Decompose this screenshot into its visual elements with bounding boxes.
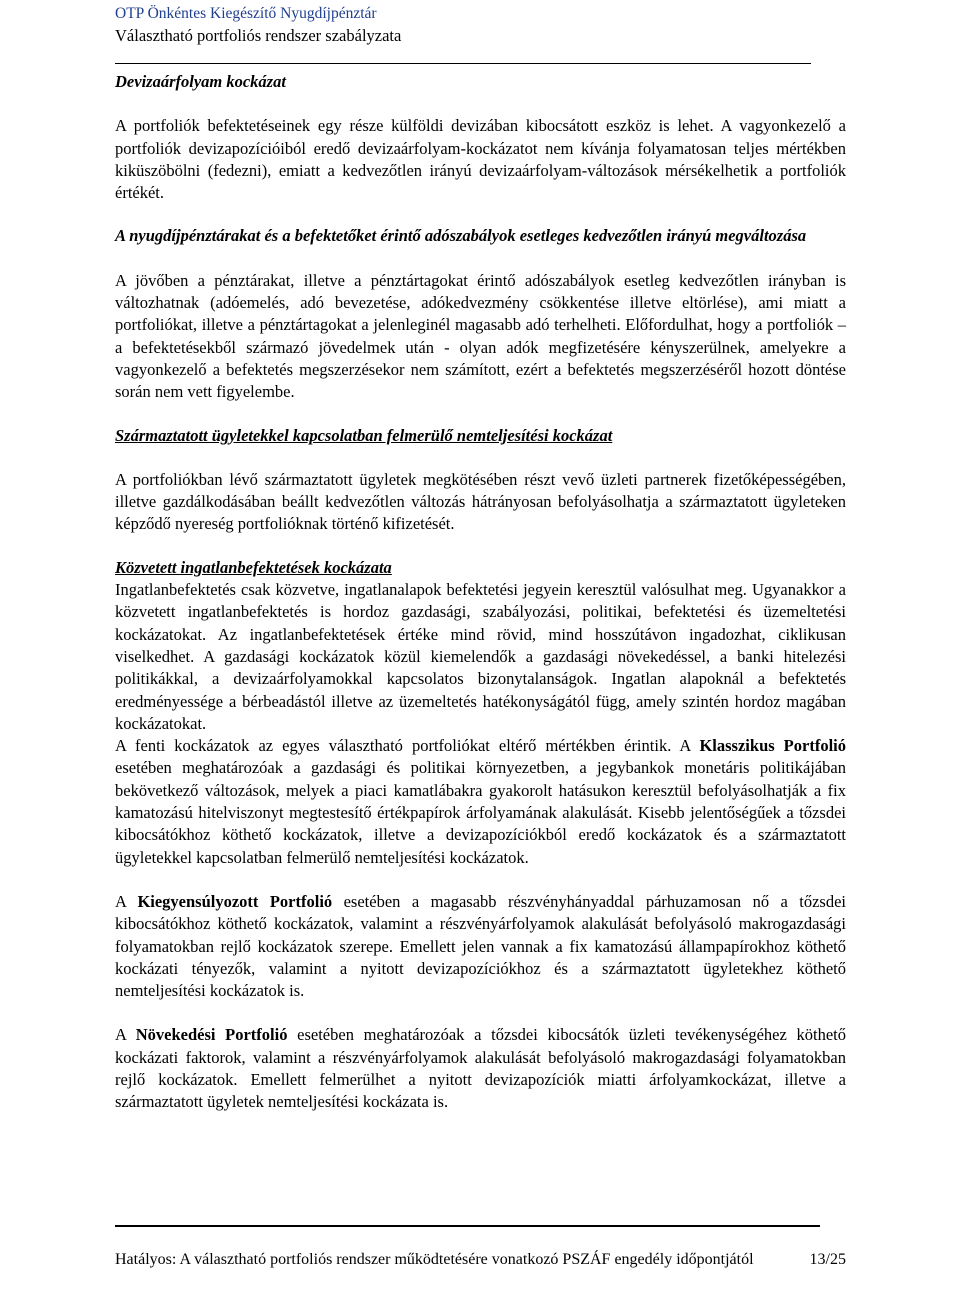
- balanced-intro-text: A: [115, 891, 138, 911]
- paragraph-fx-risk: A portfoliók befektetéseinek egy része külföldi devizában kibocsátott eszköz is lehet. A vagyonkezelő a portfoliók devizapozícióiból eredő devizaárfolyam-kockázatot nem kívánja folyamatosan teljes mértékben kiküszöbölni (fedezni), emiatt a kedvezőtlen irányú devizaárfolyam-változások mérsékelhetik a portfoliók értékét.: [115, 116, 846, 203]
- page-header: [115, 4, 401, 47]
- page-content: [115, 68, 846, 1114]
- heading-real-estate-risk: Közvetett ingatlanbefektetések kockázata: [115, 557, 392, 577]
- classic-portfolio-name: Klasszikus Portfolió: [699, 736, 846, 756]
- paragraph-growth-portfolio: [115, 1024, 846, 1113]
- classic-portfolio-text: esetében meghatározóak a gazdasági és politikai környezetben, a jegybankok monetáris politikájában bekövetkező változások, melyek a piaci kamatlábakra gyakorolt hatásukon keresztül befolyásolhatják a fix kamatozású hitelviszonyt megtestesítő értékpapírok árfolyamának alakulását. Kisebb jelentőségűek a tőzsdei kibocsátókhoz köthető kockázatok, illetve a devizapozíciókból eredő kockázatok és a származtatott ügyletekkel kapcsolatban felmerülő nemteljesítési kockázatok.: [115, 758, 846, 867]
- footer-divider: [115, 1225, 820, 1227]
- balanced-portfolio-text: esetében a magasabb részvényhányaddal párhuzamosan nő a tőzsdei kibocsátókhoz köthető kockázatok, valamint a részvényárfolyamok alakulását befolyásoló makrogazdasági folyamatokban rejlő kockázatok szerepe. Emellett jelen vannak a fix kamatozású állampapírokhoz köthető kockázati tényezők, valamint a nyitott devizapozíciókhoz és a származtatott ügyletekhez köthető nemteljesítési kockázatok is.: [115, 891, 846, 1001]
- growth-portfolio-name: Növekedési Portfolió: [135, 1025, 288, 1045]
- organization-name: OTP Önkéntes Kiegészítő Nyugdíjpénztár: [115, 5, 377, 22]
- heading-derivative-risk: Származtatott ügyletekkel kapcsolatban felmerülő nemteljesítési kockázat: [115, 425, 613, 445]
- heading-fx-risk: Devizaárfolyam kockázat: [115, 72, 286, 91]
- footer-effective-text: Hatályos: A választható portfoliós rendszer működtetésére vonatkozó PSZÁF engedély időpontjától: [115, 1251, 754, 1268]
- paragraph-derivative-risk: A portfoliókban lévő származtatott ügyletek megkötésében részt vevő üzleti partnerek fizetőképességében, illetve gazdálkodásában beállt kedvezőtlen változás hátrányosan befolyásolhatja a származtatott ügyleteken képződő nyereség portfolióknak történő kifizetését.: [115, 469, 846, 534]
- paragraph-classic-portfolio: [115, 735, 846, 869]
- balanced-portfolio-name: Kiegyensúlyozott Portfolió: [137, 891, 333, 911]
- growth-intro-text: A: [115, 1025, 136, 1045]
- paragraph-balanced-portfolio: [115, 891, 846, 1002]
- paragraph-tax-risk: A jövőben a pénztárakat, illetve a pénztártagokat érintő adószabályok esetleg kedvezőtlen irányban is változhatnak (adóemelés, adó bevezetése, adókedvezmény csökkentése illetve eltörlése), ami miatt a portfoliókat, illetve a pénztártagokat a jelenleginél magasabb adó terhelheti. Előfordulhat, hogy a portfoliók – a befektetésekből származó jövedelmek után - olyan adók megfizetésére kényszerülnek, amelyekre a vagyonkezelő a befektetés megszerzésekor nem számított, ezért a befektetés megszerzéséről hozott döntése során nem vett figyelembe.: [115, 270, 846, 402]
- paragraph-real-estate-risk: Ingatlanbefektetés csak közvetve, ingatlanalapok befektetési jegyein keresztül valósulhat meg. Ugyanakkor a közvetett ingatlanbefektetés is hordoz gazdasági, szabályozási, politikai, befektetési és üzemeltetési kockázatokat. Az ingatlanbefektetések értéke mind rövid, mind hosszútávon ingadozhat, ciklikusan viselkedhet. A gazdasági kockázatok közül kiemelendők a gazdasági növekedéssel, a banki hitelezési politikákkal, a devizaárfolyamokkal kapcsolatos bizonytalanságok. Ingatlan alapoknál a befektetés eredményessége a bérbeadástól illetve az üzemeltetés hatékonyságától függ, amely szintén hordoz magában kockázatokat.: [115, 580, 846, 733]
- growth-portfolio-text: esetében meghatározóak a tőzsdei kibocsátók üzleti tevékenységéhez köthető kockázati faktorok, valamint a részvényárfolyamok alakulását befolyásoló makrogazdasági folyamatokban rejlő kockázatok. Emellett felmerülhet a nyitott devizapozíciók miatti árfolyamkockázat, illetve a származtatott ügyletek nemteljesítési kockázata is.: [115, 1025, 846, 1112]
- document-title: Választható portfoliós rendszer szabályzata: [115, 26, 402, 45]
- header-divider: [115, 63, 811, 64]
- page-number: 13/25: [809, 1251, 846, 1268]
- heading-tax-risk: A nyugdíjpénztárakat és a befektetőket érintő adószabályok esetleges kedvezőtlen irányú megváltozása: [115, 226, 807, 246]
- classic-intro-text: A fenti kockázatok az egyes választható portfoliókat eltérő mértékben érintik. A: [115, 736, 700, 756]
